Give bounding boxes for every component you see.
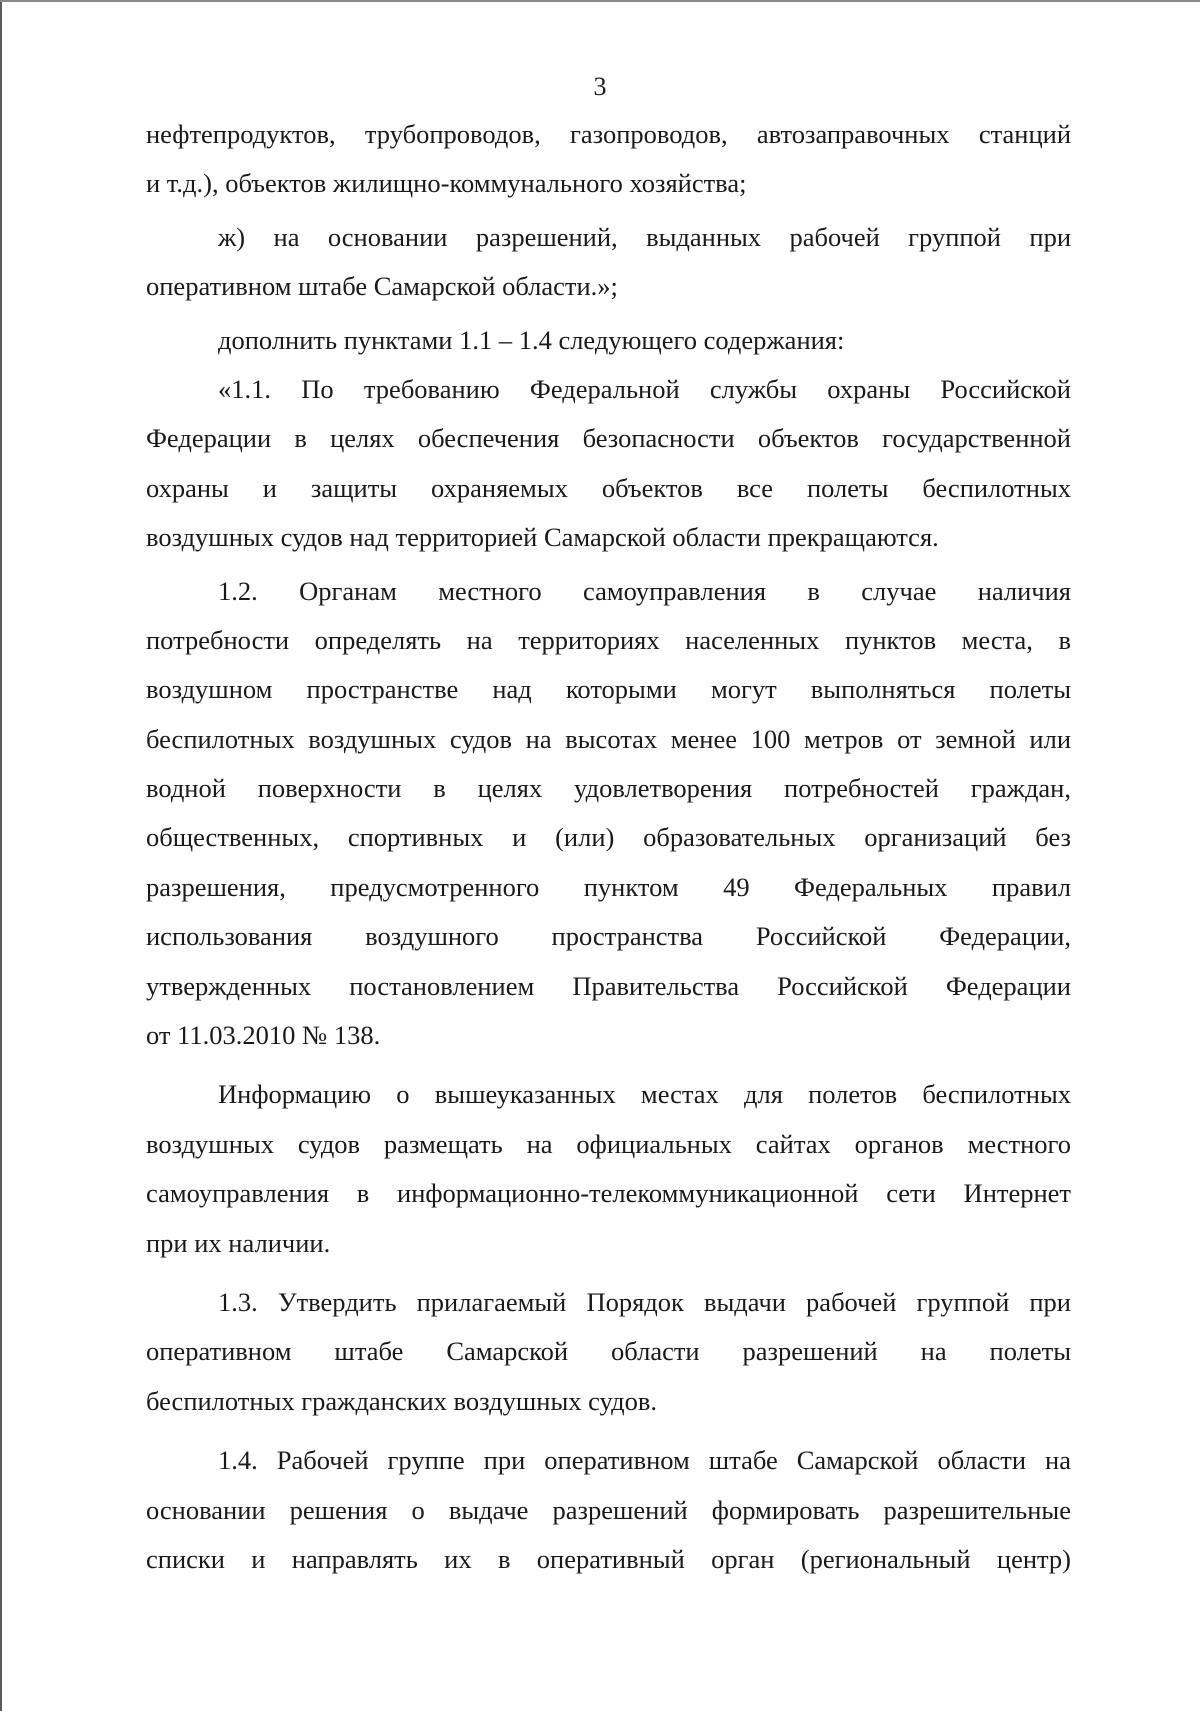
text-line: охраны и защиты охраняемых объектов все полеты беспилотных: [146, 472, 1071, 503]
text-line: списки и направлять их в оперативный орган (региональный центр): [146, 1543, 1071, 1574]
page-number: 3: [593, 72, 607, 101]
text-line: разрешения, предусмотренного пунктом 49 Федеральных правил: [146, 871, 1071, 902]
text-line: потребности определять на территориях населенных пунктов места, в: [146, 624, 1071, 655]
text-line: воздушных судов над территорией Самарской области прекращаются.: [146, 522, 939, 553]
scan-edge-top: [0, 0, 1200, 2]
text-line: основании решения о выдаче разрешений формировать разрешительные: [146, 1494, 1071, 1525]
text-line: и т.д.), объектов жилищно-коммунального хозяйства;: [146, 168, 747, 199]
text-line: 1.4. Рабочей группе при оперативном штабе Самарской области на: [218, 1445, 1071, 1476]
text-line: утвержденных постановлением Правительства Российской Федерации: [146, 970, 1071, 1001]
text-line: при их наличии.: [146, 1227, 331, 1258]
text-line: водной поверхности в целях удовлетворения потребностей граждан,: [146, 773, 1071, 804]
text-line: дополнить пунктами 1.1 – 1.4 следующего содержания:: [218, 324, 845, 355]
document-body: [146, 110, 1071, 1584]
text-line: ж) на основании разрешений, выданных рабочей группой при: [218, 221, 1071, 252]
text-line: оперативном штабе Самарской области разрешений на полеты: [146, 1336, 1071, 1367]
text-line: общественных, спортивных и (или) образовательных организаций без: [146, 822, 1071, 853]
text-line: использования воздушного пространства Российской Федерации,: [146, 921, 1071, 952]
text-line: беспилотных гражданских воздушных судов.: [146, 1385, 657, 1416]
text-line: Информацию о вышеуказанных местах для полетов беспилотных: [218, 1079, 1071, 1110]
text-line: Федерации в целях обеспечения безопасности объектов государственной: [146, 423, 1071, 454]
text-line: «1.1. По требованию Федеральной службы охраны Российской: [218, 373, 1071, 404]
text-line: 1.3. Утвердить прилагаемый Порядок выдачи рабочей группой при: [218, 1286, 1071, 1317]
text-line: воздушных судов размещать на официальных сайтах органов местного: [146, 1128, 1071, 1159]
text-line: воздушном пространстве над которыми могут выполняться полеты: [146, 674, 1071, 705]
text-line: самоуправления в информационно-телекоммуникационной сети Интернет: [146, 1178, 1071, 1209]
text-line: оперативном штабе Самарской области.»;: [146, 271, 618, 302]
text-line: беспилотных воздушных судов на высотах менее 100 метров от земной или: [146, 723, 1071, 754]
text-line: 1.2. Органам местного самоуправления в случае наличия: [218, 575, 1071, 606]
text-line: нефтепродуктов, трубопроводов, газопроводов, автозаправочных станций: [146, 119, 1071, 149]
scan-edge-left: [0, 0, 2, 1711]
text-line: от 11.03.2010 № 138.: [146, 1020, 381, 1051]
